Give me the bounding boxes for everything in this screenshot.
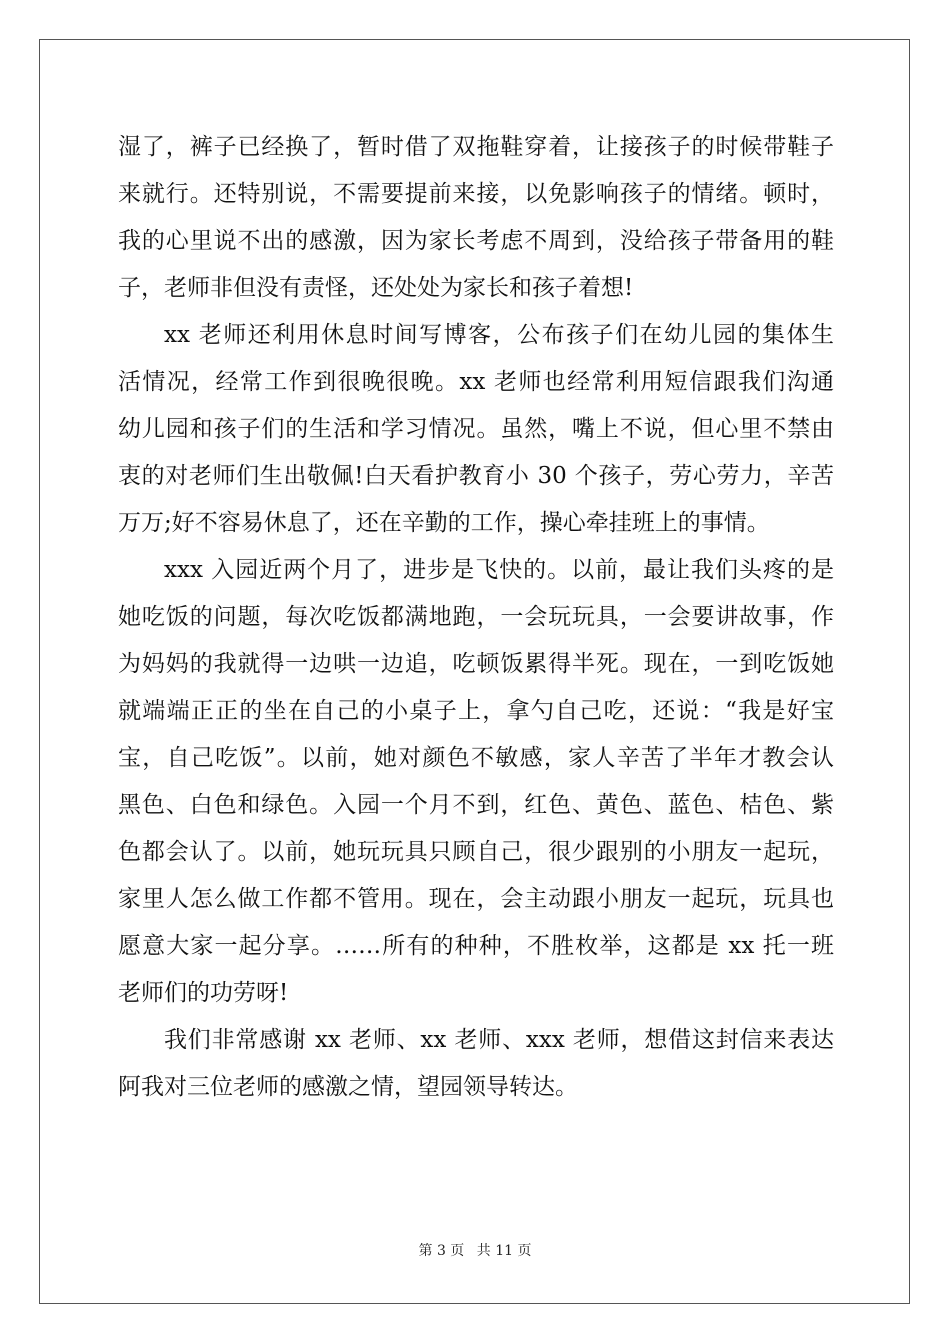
page-number: 第 3 页 <box>418 1243 465 1259</box>
text-line: 老师们的功劳呀! <box>118 980 289 1006</box>
text-line: 色都会认了。以前，她玩玩具只顾自己，很少跟别的小朋友一起玩， <box>118 839 834 865</box>
paragraph <box>118 1017 834 1111</box>
text-line: 她吃饭的问题，每次吃饭都满地跑，一会玩玩具，一会要讲故事，作 <box>118 604 834 630</box>
page-total: 共 11 页 <box>476 1243 532 1259</box>
text-line: 阿我对三位老师的感激之情，望园领导转达。 <box>118 1074 578 1100</box>
text-line: 活情况，经常工作到很晚很晚。xx 老师也经常利用短信跟我们沟通 <box>118 369 834 395</box>
text-line: 湿了，裤子已经换了，暂时借了双拖鞋穿着，让接孩子的时候带鞋子 <box>118 134 834 160</box>
text-line: 就端端正正的坐在自己的小桌子上，拿勺自己吃，还说：“我是好宝 <box>118 698 834 724</box>
text-line: 宝，自己吃饭”。以前，她对颜色不敏感，家人辛苦了半年才教会认 <box>118 745 834 771</box>
text-line: 万万;好不容易休息了，还在辛勤的工作，操心牵挂班上的事情。 <box>118 510 770 536</box>
text-line: 我们非常感谢 xx 老师、xx 老师、xxx 老师，想借这封信来表达 <box>164 1027 834 1053</box>
text-line: 愿意大家一起分享。……所有的种种，不胜枚举，这都是 xx 托一班 <box>118 933 834 959</box>
paragraph <box>118 124 834 312</box>
text-line: 幼儿园和孩子们的生活和学习情况。虽然，嘴上不说，但心里不禁由 <box>118 416 834 442</box>
text-line: 家里人怎么做工作都不管用。现在，会主动跟小朋友一起玩，玩具也 <box>118 886 834 912</box>
text-line: 黑色、白色和绿色。入园一个月不到，红色、黄色、蓝色、桔色、紫 <box>118 792 834 818</box>
text-line: xx 老师还利用休息时间写博客，公布孩子们在幼儿园的集体生 <box>164 322 834 348</box>
page-footer <box>0 1240 950 1260</box>
paragraph <box>118 547 834 1017</box>
paragraph <box>118 312 834 547</box>
text-line: 我的心里说不出的感激，因为家长考虑不周到，没给孩子带备用的鞋 <box>118 228 834 254</box>
document-body <box>118 124 834 1111</box>
text-line: 子，老师非但没有责怪，还处处为家长和孩子着想! <box>118 275 634 301</box>
text-line: 衷的对老师们生出敬佩!白天看护教育小 30 个孩子，劳心劳力，辛苦 <box>118 463 834 489</box>
text-line: 为妈妈的我就得一边哄一边追，吃顿饭累得半死。现在，一到吃饭她 <box>118 651 834 677</box>
text-line: 来就行。还特别说，不需要提前来接，以免影响孩子的情绪。顿时， <box>118 181 834 207</box>
text-line: xxx 入园近两个月了，进步是飞快的。以前，最让我们头疼的是 <box>164 557 834 583</box>
